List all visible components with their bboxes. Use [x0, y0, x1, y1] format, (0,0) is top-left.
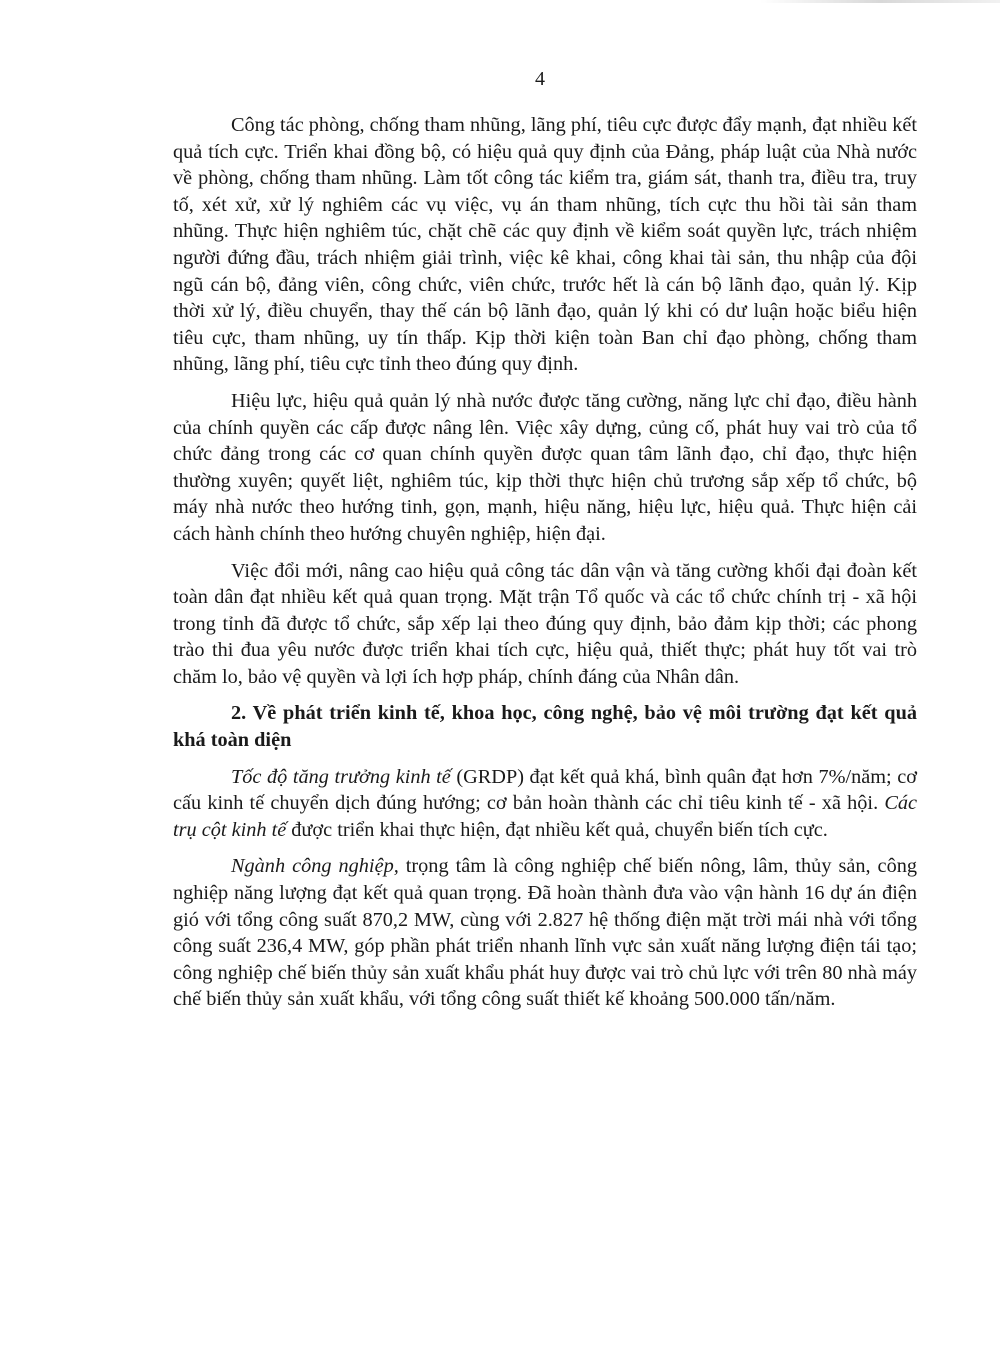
text-pillars-details: được triển khai thực hiện, đạt nhiều kết quả, chuyển biến tích cực. — [286, 818, 828, 841]
paragraph-economic-growth — [173, 764, 917, 844]
italic-phrase-growth-rate: Tốc độ tăng trưởng kinh tế — [231, 765, 451, 788]
paragraph-anti-corruption: Công tác phòng, chống tham nhũng, lãng phí, tiêu cực được đẩy mạnh, đạt nhiều kết quả tích cực. Triển khai đồng bộ, có hiệu quả quy định của Đảng, pháp luật của Nhà nước về phòng, chống tham nhũng. Làm tốt công tác kiểm tra, giám sát, thanh tra, điều tra, truy tố, xét xử, xử lý nghiêm các vụ việc, vụ án tham nhũng, tích cực thu hồi tài sản tham nhũng. Thực hiện nghiêm túc, chặt chẽ các quy định về kiểm soát quyền lực, trách nhiệm người đứng đầu, trách nhiệm giải trình, việc kê khai, công khai tài sản, thu nhập của đội ngũ cán bộ, đảng viên, công chức, viên chức, trước hết là cán bộ lãnh đạo, quản lý. Kịp thời xử lý, điều chuyển, thay thế cán bộ lãnh đạo, quản lý khi có dư luận hoặc biểu hiện tiêu cực, tham nhũng, uy tín thấp. Kịp thời kiện toàn Ban chỉ đạo phòng, chống tham nhũng, lãng phí, tiêu cực tỉnh theo đúng quy định. — [173, 114, 917, 376]
paragraph-state-management: Hiệu lực, hiệu quả quản lý nhà nước được tăng cường, năng lực chỉ đạo, điều hành của chính quyền các cấp được nâng lên. Việc xây dựng, củng cố, phát huy vai trò của tổ chức đảng trong các cơ quan chính quyền được quan tâm lãnh đạo, chỉ đạo, thực hiện thường xuyên; quyết liệt, nghiêm túc, kịp thời thực hiện chủ trương sắp xếp tổ chức, bộ máy nhà nước theo hướng tinh, gọn, mạnh, hiệu năng, hiệu lực, hiệu quả. Thực hiện cải cách hành chính theo hướng chuyên nghiệp, hiện đại. — [173, 389, 917, 545]
paragraph-industry — [173, 853, 917, 1013]
italic-phrase-economic-pillars: Các trụ cột kinh tế — [173, 792, 917, 841]
text-growth-details: (GRDP) đạt kết quả khá, bình quân đạt hơn 7%/năm; cơ cấu kinh tế chuyển dịch đúng hướng; cơ bản hoàn thành các chỉ tiêu kinh tế - xã hội. — [173, 765, 917, 815]
scan-edge-artifact — [760, 0, 1000, 3]
section-heading-2: 2. Về phát triển kinh tế, khoa học, công nghệ, bảo vệ môi trường đạt kết quả khá toàn diện — [173, 702, 917, 752]
document-body — [173, 112, 917, 1023]
italic-phrase-industry: Ngành công nghiệp, — [231, 855, 399, 878]
page-number: 4 — [535, 68, 545, 90]
text-industry-details: trọng tâm là công nghiệp chế biến nông, lâm, thủy sản, công nghiệp năng lượng đạt kết quả quan trọng. Đã hoàn thành đưa vào vận hành 16 dự án điện gió với tổng công suất 870,2 MW, cùng với 2.827 hệ thống điện mặt trời mái nhà với tổng công suất 236,4 MW, góp phần phát triển nhanh lĩnh vực sản xuất năng lượng điện tái tạo; công nghiệp chế biến thủy sản xuất khẩu phát huy được vai trò chủ lực với trên 80 nhà máy chế biến thủy sản xuất khẩu, với tổng công suất thiết kế khoảng 500.000 tấn/năm. — [173, 855, 917, 1011]
paragraph-mass-mobilization: Việc đổi mới, nâng cao hiệu quả công tác dân vận và tăng cường khối đại đoàn kết toàn dân đạt nhiều kết quả quan trọng. Mặt trận Tổ quốc và các tổ chức chính trị - xã hội trong tỉnh đã được tổ chức, sắp xếp lại theo đúng quy định, bảo đảm kịp thời; các phong trào thi đua yêu nước được triển khai tích cực, hiệu quả, thiết thực; phát huy tốt vai trò chăm lo, bảo vệ quyền và lợi ích hợp pháp, chính đáng của Nhân dân. — [173, 559, 917, 688]
